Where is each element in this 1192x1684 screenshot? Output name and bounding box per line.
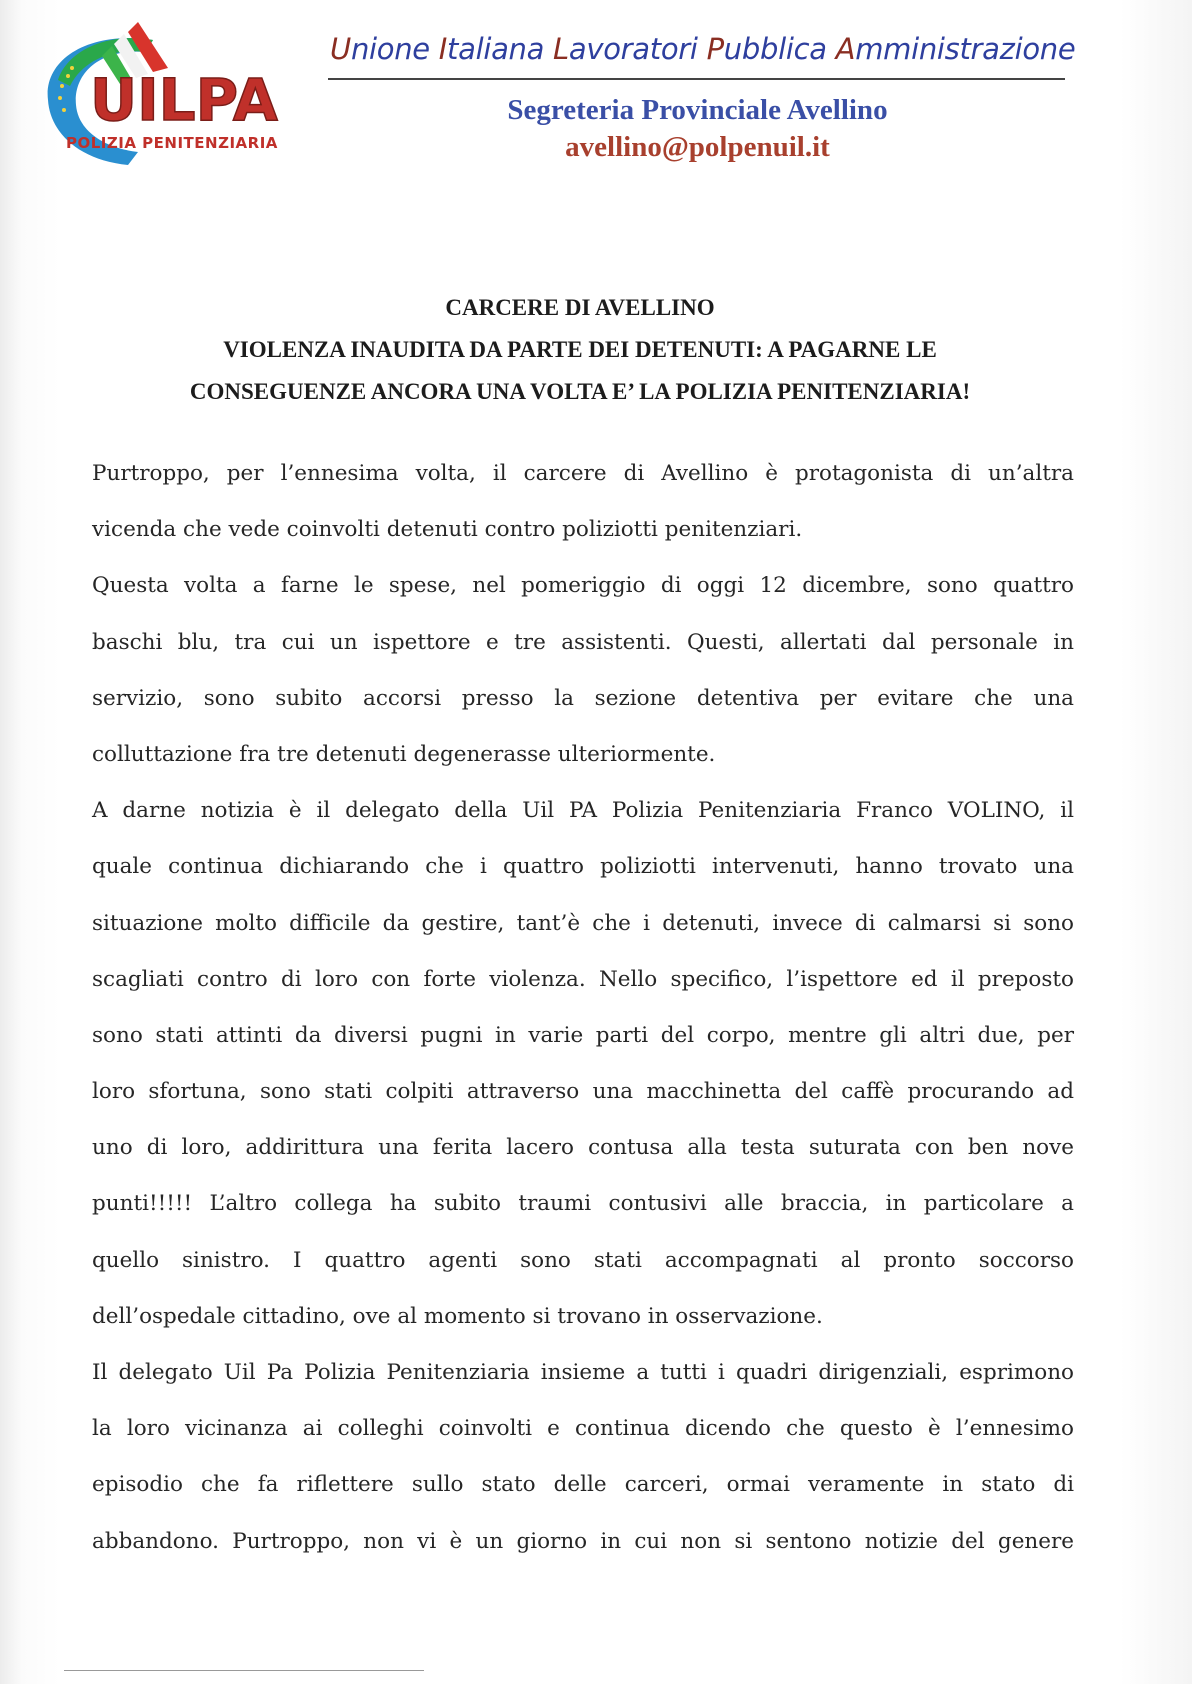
headline-line: CONSEGUENZE ANCORA UNA VOLTA E’ LA POLIZIA PENITENZIARIA! — [189, 379, 971, 404]
body-line: servizio, sono subito accorsi presso la sezione detentiva per evitare che una — [92, 685, 1074, 711]
body-line: dell’ospedale cittadino, ove al momento si trovano in osservazione. — [92, 1303, 823, 1329]
body-line: Purtroppo, per l’ennesima volta, il carcere di Avellino è protagonista di un’altra — [92, 461, 1074, 486]
body-line: loro sfortuna, sono stati colpiti attraverso una macchinetta del caffè procurando ad — [92, 1079, 1074, 1105]
segreteria-title: Segreteria Provinciale Avellino — [507, 94, 888, 126]
body-line: A darne notizia è il delegato della Uil PA Polizia Penitenziaria Franco VOLINO, il — [92, 798, 1074, 824]
org-name-initial: U — [330, 32, 351, 66]
headline-line: VIOLENZA INAUDITA DA PARTE DEI DETENUTI: A PAGARNE LE — [223, 337, 937, 362]
footer-rule — [64, 1670, 424, 1671]
body-line: colluttazione fra tre detenuti degenerasse ulteriormente. — [92, 741, 716, 767]
body-line: situazione molto difficile da gestire, tant’è che i detenuti, invece di calmarsi si sono — [92, 910, 1074, 936]
body-line: Il delegato Uil Pa Polizia Penitenziaria insieme a tutti i quadri dirigenziali, esprimono — [92, 1360, 1074, 1385]
press-body — [92, 446, 1074, 1570]
body-line: uno di loro, addirittura una ferita lacero contusa alla testa suturata con ben nove — [92, 1135, 1074, 1161]
org-name-initial: I — [438, 32, 448, 66]
org-name-initial: P — [706, 32, 724, 66]
body-line: sono stati attinti da diversi pugni in varie parti del corpo, mentre gli altri due, per — [92, 1022, 1074, 1048]
press-headline — [100, 287, 1060, 413]
headline-line: CARCERE DI AVELLINO — [445, 295, 715, 320]
org-name-word: avoratori — [568, 32, 707, 66]
org-name-word: mministrazione — [855, 32, 1076, 66]
letterhead-rule — [328, 78, 1065, 80]
org-name-initial: A — [835, 32, 856, 66]
org-name-word: ubblica — [723, 32, 836, 66]
body-line: baschi blu, tra cui un ispettore e tre assistenti. Questi, allertati dal personale in — [92, 629, 1074, 655]
logo-wordmark: UILPA — [90, 66, 278, 134]
organization-name — [330, 32, 1076, 66]
org-name-word: taliana — [447, 32, 554, 66]
org-name-initial: L — [553, 32, 569, 66]
body-line: la loro vicinanza ai colleghi coinvolti e continua dicendo che questo è l’ennesimo — [92, 1416, 1074, 1442]
logo-subtext: POLIZIA PENITENZIARIA — [66, 134, 278, 152]
body-line: scagliati contro di loro con forte violenza. Nello specifico, l’ispettore ed il preposto — [92, 966, 1074, 992]
body-line: punti!!!!! L’altro collega ha subito traumi contusivi alle braccia, in particolare a — [92, 1191, 1074, 1217]
uilpa-logo — [28, 20, 318, 170]
body-line: quello sinistro. I quattro agenti sono stati accompagnati al pronto soccorso — [92, 1247, 1074, 1273]
segreteria-email: avellino@polpenuil.it — [565, 131, 830, 163]
body-line: episodio che fa riflettere sullo stato delle carceri, ormai veramente in stato di — [92, 1472, 1074, 1498]
body-line: quale continua dichiarando che i quattro poliziotti intervenuti, hanno trovato una — [92, 854, 1074, 880]
org-name-word: nione — [350, 32, 439, 66]
body-line: vicenda che vede coinvolti detenuti contro poliziotti penitenziari. — [92, 517, 803, 543]
body-line: abbandono. Purtroppo, non vi è un giorno in cui non si sentono notizie del genere — [92, 1528, 1074, 1554]
body-line: Questa volta a farne le spese, nel pomeriggio di oggi 12 dicembre, sono quattro — [92, 573, 1074, 599]
